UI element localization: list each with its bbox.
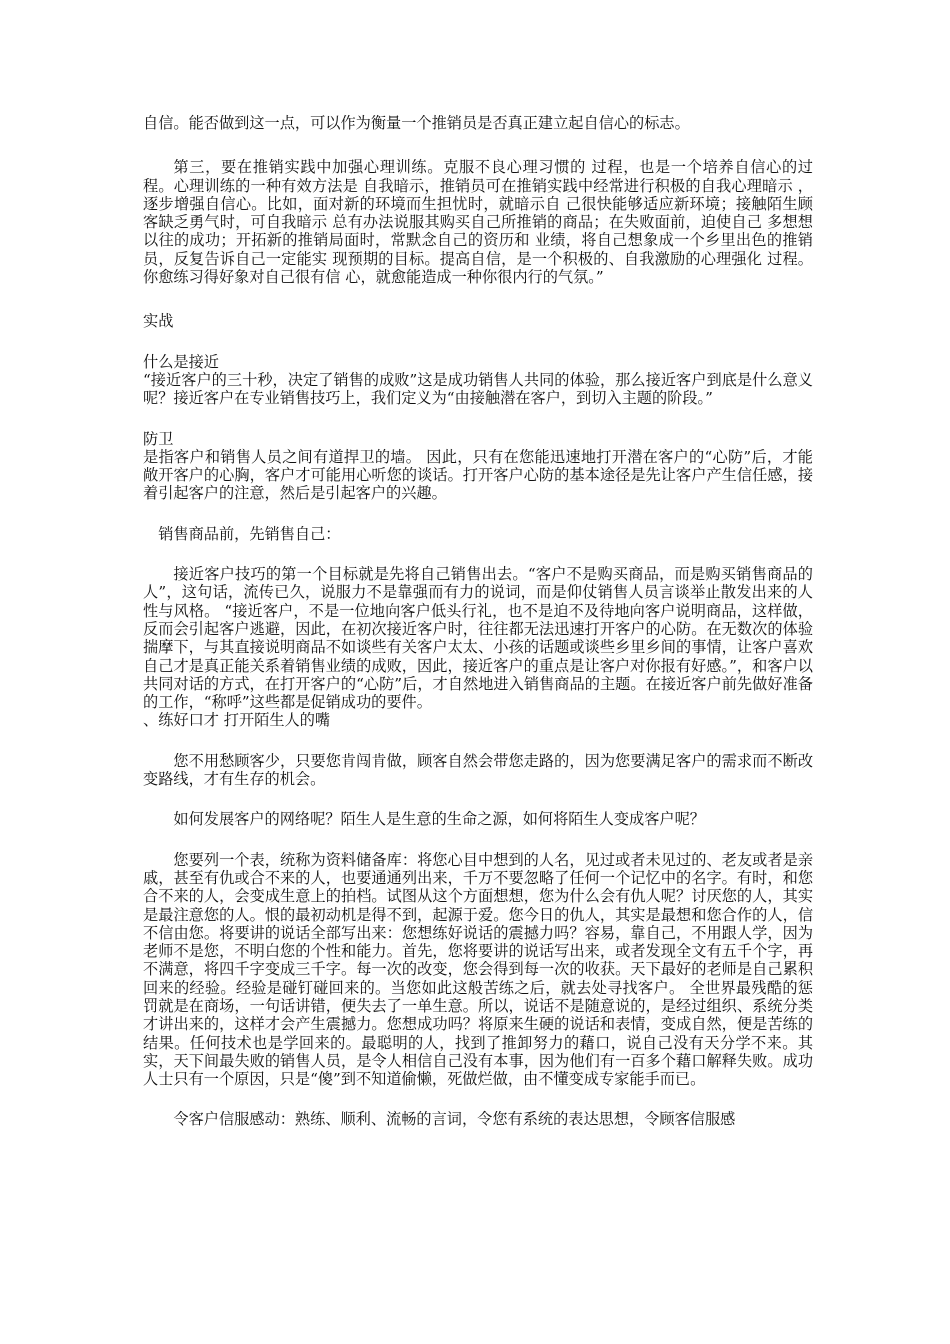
paragraph-contact-list: 您要列一个表，统称为资料储备库：将您心目中想到的人名，见过或者未见过的、老友或者是亲戚，甚至有仇或合不来的人，也要通通列出来，千万不要忽略了任何一个记忆中的名字。有时，和您合不来的人，会变成生意上的拍档。试图从这个方面想想，您为什么会有仇人呢？讨厌您的人，其实是最注意您的人。恨的最初动机是得不到，起源于爱。您今日的仇人，其实是最想和您合作的人，信不信由您。将要讲的说话全部写出来：您想练好说话的震撼力吗？容易，靠自己，不用跟人学，因为老师不是您，不明白您的个性和能力。首先，您将要讲的说话写出来，或者发现全文有五千个字，再不满意，将四千字变成三千字。每一次的改变，您会得到每一次的收获。天下最好的老师是自己累积回来的经验。经验是碰钉碰回来的。当您如此这般苦练之后，就去处寻找客户。 全世界最残酷的惩罚就是在商场，一句话讲错，便失去了一单生意。所以，说话不是随意说的，是经过组织、系统分类才讲出来的，这样才会产生震撼力。您想成功吗？将原来生硬的说话和表情，变成自然，便是苦练的结果。任何技术也是学回来的。最聪明的人，找到了推卸努力的藉口，说自己没有天分学不来。其实，天下间最失败的销售人员，是令人相信自己没有本事，因为他们有一百多个藉口解释失败。成功人士只有一个原因，只是“傻”到不知道偷懒，死做烂做，由不懂变成专家能手而已。: [143, 850, 813, 1089]
heading-sell-yourself: 销售商品前，先销售自己：: [158, 524, 341, 543]
paragraph-confidence-end: 自信。能否做到这一点，可以作为衡量一个推销员是否真正建立起自信心的标志。: [143, 114, 690, 132]
document-page: [143, 114, 813, 1129]
heading-what-is-approach: 什么是接近: [143, 352, 219, 371]
paragraph-approach-definition: “接近客户的三十秒，决定了销售的成败”这是成功销售人共同的体验，那么接近客户到底是什么意义呢？接近客户在专业销售技巧上，我们定义为“由接触潜在客户，到切入主题的阶段。”: [143, 370, 813, 408]
paragraph-psychological-training: 第三，要在推销实践中加强心理训练。克服不良心理习惯的 过程，也是一个培养自信心的过程。心理训练的一种有效方法是 自我暗示，推销员可在推销实践中经常进行积极的自我心理暗示 ，逐步增强自信心。比如，面对新的环境而生担忧时，就暗示自 己很快能够适应新环境；接触陌生顾客缺乏勇气时，可自我暗示 总有办法说服其购买自己所推销的商品；在失败面前，迫使自己 多想想以往的成功；开拓新的推销局面时，常默念自己的资历和 业绩，将自己想象成一个乡里出色的推销员，反复告诉自己一定能实 现预期的目标。提高自信，是一个积极的、自我激励的心理强化 过程。你愈练习得好象对自己很有信 心，就愈能造成一种你很内行的气氛。”: [143, 158, 813, 287]
paragraph-defense: 是指客户和销售人员之间有道捍卫的墙。 因此，只有在您能迅速地打开潜在客户的“心防”后，才能敞开客户的心胸，客户才可能用心听您的谈话。打开客户心防的基本途径是先让客户产生信任感，接着引起客户的注意，然后是引起客户的兴趣。: [143, 447, 813, 503]
paragraph-sell-yourself: 接近客户技巧的第一个目标就是先将自己销售出去。“客户不是购买商品，而是购买销售商品的人”，这句话，流传已久，说服力不是靠强而有力的说词，而是仰仗销售人员言谈举止散发出来的人性与风格。 “接近客户，不是一位地向客户低头行礼，也不是迫不及待地向客户说明商品，这样做，反而会引起客户逃避，因此，在初次接近客户时，往往都无法迅速打开客户的心防。在无数次的体验揣摩下，与其直接说明商品不如谈些有关客户太太、小孩的话题或谈些乡里乡间的事情，让客户喜欢自己才是真正能关系着销售业绩的成败，因此，接近客户的重点是让客户对你报有好感。”，和客户以共同对话的方式，在打开客户的“心防”后，才自然地进入销售商品的主题。在接近客户前先做好准备的工作，“称呼”这些都是促销成功的要件。: [143, 565, 813, 712]
paragraph-network: 如何发展客户的网络呢？陌生人是生意的生命之源，如何将陌生人变成客户呢？: [173, 810, 705, 829]
paragraph-customers: 您不用愁顾客少，只要您肯闯肯做，顾客自然会带您走路的，因为您要满足客户的需求而不断改变路线，才有生存的机会。: [143, 751, 813, 789]
heading-defense: 防卫: [143, 429, 174, 448]
heading-practice: 实战: [143, 312, 174, 331]
heading-practice-speaking: 、练好口才 打开陌生人的嘴: [143, 711, 331, 730]
paragraph-convince: 令客户信服感动：熟练、顺利、流畅的言词，令您有系统的表达思想，令顾客信服感: [173, 1110, 736, 1129]
